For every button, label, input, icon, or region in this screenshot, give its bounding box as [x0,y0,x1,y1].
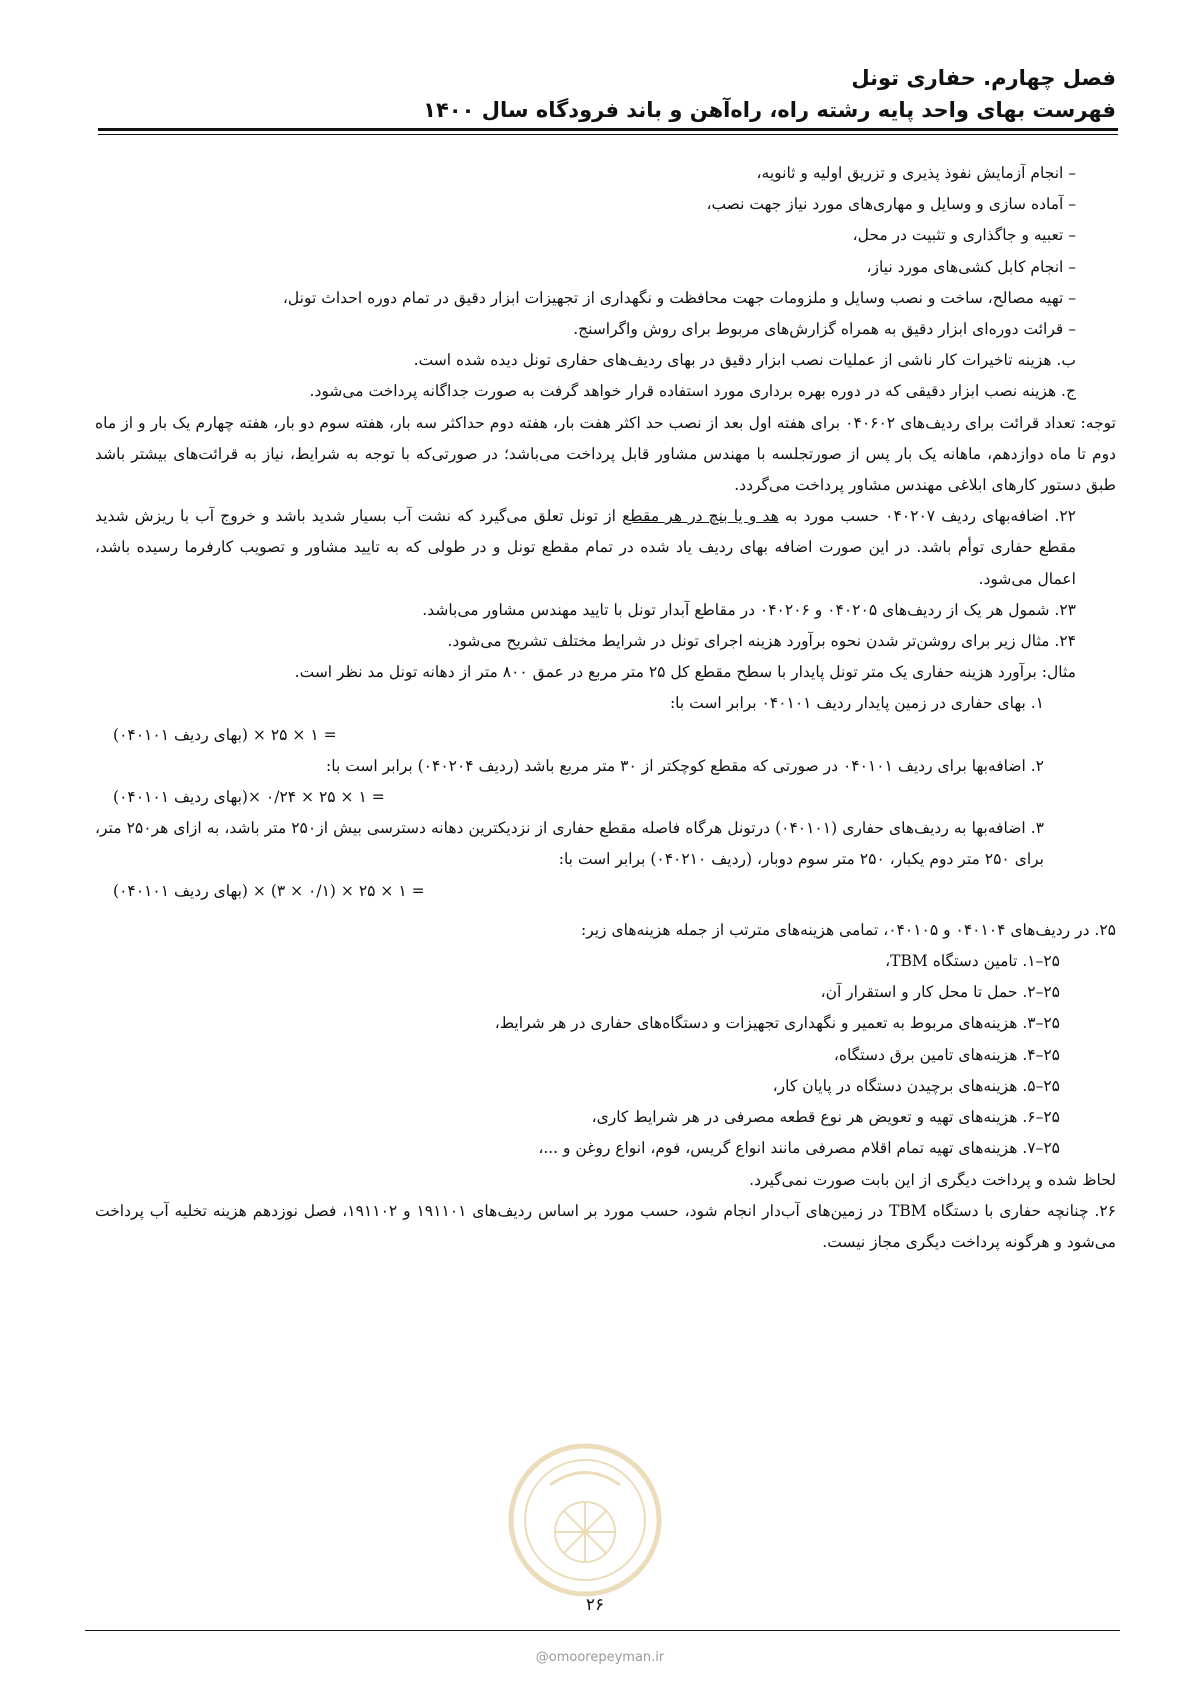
item-25-closing: لحاظ شده و پرداخت دیگری از این بابت صورت نمی‌گیرد. [749,1170,1116,1189]
bullet-item: – تعبیه و جاگذاری و تثبیت در محل، [852,226,1076,245]
footer-rule [85,1630,1120,1631]
page-header [66,62,1116,126]
sub-item-25: ۲۵–۶. هزینه‌های تهیه و تعویض هر نوع قطعه مصرفی در هر شرایط کاری، [591,1108,1060,1127]
bullet-item: – آماده سازی و وسایل و مهاری‌های مورد نیاز جهت نصب، [706,195,1076,214]
bullet-item: – تهیه مصالح، ساخت و نصب وسایل و ملزومات جهت محافظت و نگهداری از تجهیزات ابزار دقیق در تمام دوره احداث تونل، [282,288,1076,307]
clause-b: ب. هزینه تاخیرات کار ناشی از عملیات نصب ابزار دقیق در بهای ردیف‌های حفاری تونل دیده شده است. [413,351,1076,370]
sub-item-25: ۲۵–۱. تامین دستگاه TBM، [885,952,1060,971]
chapter-title: فصل چهارم. حفاری تونل [851,66,1116,90]
bullet-item: – انجام کابل کشی‌های مورد نیاز، [866,257,1076,276]
formula-2 [95,782,1116,813]
item-25: ۲۵. در ردیف‌های ۰۴۰۱۰۴ و ۰۴۰۱۰۵، تمامی هزینه‌های مترتب از جمله هزینه‌های زیر: [580,920,1116,939]
bullet-item: – قرائت دوره‌ای ابزار دقیق به همراه گزارش‌های مربوط برای روش واگراسنج. [573,320,1076,339]
header-rule-thick [98,128,1118,131]
body-text [95,158,1116,1258]
item-22-start: ۲۲. اضافه‌بهای ردیف ۰۴۰۲۰۷ حسب مورد به [778,507,1076,526]
item-23: ۲۳. شمول هر یک از ردیف‌های ۰۴۰۲۰۵ و ۰۴۰۲۰۶ در مقاطع آبدار تونل با تایید مهندس مشاور می‌باشد. [422,600,1076,619]
formula-3-text: = ۱ × ۲۵ × (۰/۱ × ۳) × (بهای ردیف ۰۴۰۱۰۱) [113,881,425,900]
item-22 [95,501,1116,595]
sub-item-25: ۲۵–۳. هزینه‌های مربوط به تعمیر و نگهداری تجهیزات و دستگاه‌های حفاری در هر شرایط، [494,1014,1060,1033]
formula-1 [95,720,1116,751]
clause-j: ج. هزینه نصب ابزار دقیقی که در دوره بهره برداری مورد استفاده قرار خواهد گرفت به صورت جداگانه پرداخت می‌شود. [309,382,1076,401]
page-number: ۲۶ [585,1595,605,1615]
sub-item-25: ۲۵–۵. هزینه‌های برچیدن دستگاه در پایان کار، [772,1076,1060,1095]
sub-item-25: ۲۵–۷. هزینه‌های تهیه تمام اقلام مصرفی مانند انواع گریس، فوم، انواع روغن و ...، [538,1139,1060,1158]
formula-1-text: = ۱ × ۲۵ × (بهای ردیف ۰۴۰۱۰۱) [113,725,337,744]
formula-2-text: = ۱ × ۲۵ × ۰/۲۴ ×(بهای ردیف ۰۴۰۱۰۱) [113,788,385,807]
website-watermark: @omoorepeyman.ir [535,1650,665,1665]
example-step-2: ۲. اضافه‌بها برای ردیف ۰۴۰۱۰۱ در صورتی که مقطع کوچکتر از ۳۰ متر مربع باشد (ردیف ۰۴۰۲۰۴) برابر است با: [326,756,1044,775]
sub-item-25: ۲۵–۲. حمل تا محل کار و استقرار آن، [820,983,1060,1002]
example-intro: مثال: برآورد هزینه حفاری یک متر تونل پایدار با سطح مقطع کل ۲۵ متر مربع در عمق ۸۰۰ متر از دهانه تونل مد نظر است. [294,663,1076,682]
item-22-underlined: هد و یا بنچ در هر مقطع [622,507,779,526]
note-paragraph: توجه: تعداد قرائت برای ردیف‌های ۰۴۰۶۰۲ برای هفته اول بعد از نصب حد اکثر هفت بار، هفته دوم حداکثر سه بار، هفته سوم دو بار، هفته چهارم یک بار و از ماه دوم تا ماه دوازدهم، ماهانه یک بار پس از صورتجلسه با مهندس مشاور قابل پرداخت می‌باشد؛ در صورتی‌که با توجه به شرایط، نیاز به قرائت‌های بیشتر باشد طبق دستور کارهای ابلاغی مهندس مشاور پرداخت می‌گردد. [95,413,1116,495]
header-rule-thin [98,134,1118,135]
sub-item-25: ۲۵–۴. هزینه‌های تامین برق دستگاه، [833,1045,1060,1064]
example-step-3: ۳. اضافه‌بها به ردیف‌های حفاری (۰۴۰۱۰۱) درتونل هرگاه فاصله مقطع حفاری از نزدیکترین دهانه دسترسی بیش از۲۵۰ متر باشد، به ازای هر۲۵۰ متر، برای ۲۵۰ متر دوم یکبار، ۲۵۰ متر سوم دوبار، (ردیف ۰۴۰۲۱۰) برابر است با: [95,819,1044,869]
item-26: ۲۶. چنانچه حفاری با دستگاه TBM در زمین‌های آب‌دار انجام شود، حسب مورد بر اساس ردیف‌های ۱۹۱۱۰۱ و ۱۹۱۱۰۲، فصل نوزدهم هزینه تخلیه آب پرداخت می‌شود و هرگونه پرداخت دیگری مجاز نیست. [95,1201,1117,1251]
item-24: ۲۴. مثال زیر برای روشن‌تر شدن نحوه برآورد هزینه اجرای تونل در شرایط مختلف تشریح می‌شود. [447,632,1076,651]
bullet-item: – انجام آزمایش نفوذ پذیری و تزریق اولیه و ثانویه، [756,164,1076,182]
formula-3 [95,876,1116,907]
price-list-title: فهرست بهای واحد پایه رشته راه، راه‌آهن و باند فرودگاه سال ۱۴۰۰ [423,98,1116,122]
watermark-seal-icon [505,1440,665,1600]
spacer [95,907,1116,915]
item-22-end: از تونل تعلق می‌گیرد که نشت آب بسیار شدید باشد و خروج آب با ریزش شدید مقطع حفاری توأم باشد. در این صورت اضافه بهای ردیف یاد شده در تمام مقطع تونل و در طولی که به تایید مشاور و تصویب کارفرما رسیده باشد، اعمال می‌شود. [95,507,1076,588]
example-step-1: ۱. بهای حفاری در زمین پایدار ردیف ۰۴۰۱۰۱ برابر است با: [669,694,1044,713]
